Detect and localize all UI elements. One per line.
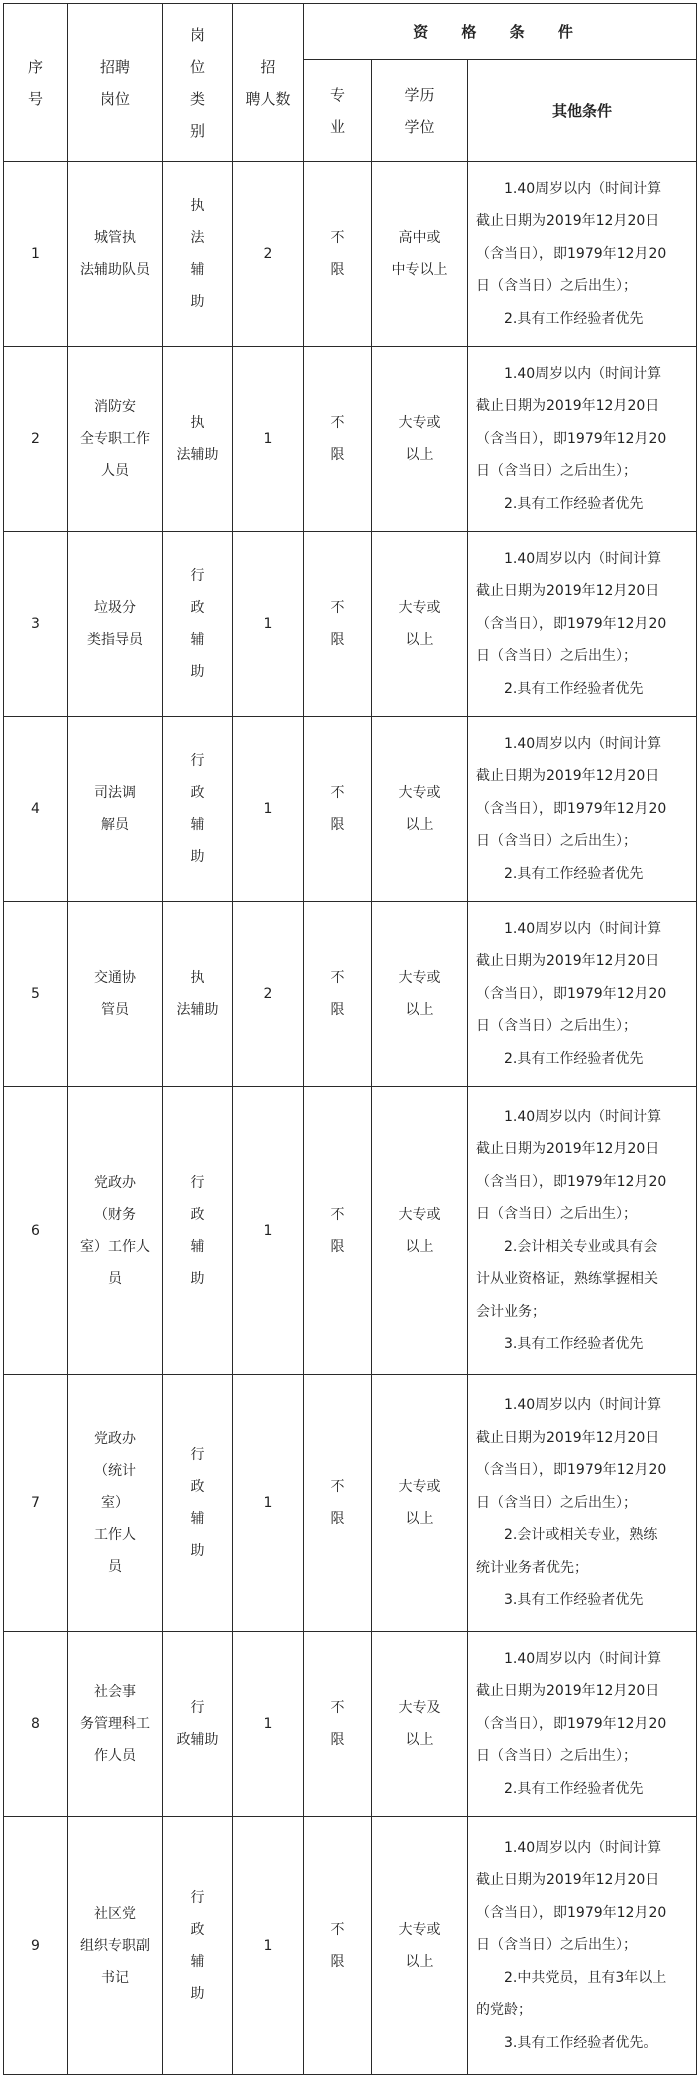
cell-category-line: 辅 <box>190 1953 205 1970</box>
cell-major <box>304 1632 372 1817</box>
cell-education <box>372 347 468 532</box>
cell-major-line: 不 <box>330 1700 345 1716</box>
cell-position-line: 务管理科工 <box>80 1716 150 1732</box>
cell-category <box>163 717 233 902</box>
cell-position <box>68 1375 163 1632</box>
cell-other-conditions-line: 日（含当日）之后出生）； <box>476 463 637 480</box>
cell-education-line: 大专或 <box>398 600 441 616</box>
cell-other-conditions-line: 1.40周岁以内（时间计算 <box>504 1108 662 1125</box>
cell-other-conditions-line: （含当日），即1979年12月20 <box>476 1462 667 1479</box>
cell-count: 2 <box>233 902 304 1087</box>
cell-other-conditions-line: 3.具有工作经验者优先 <box>504 1336 644 1352</box>
cell-count: 2 <box>233 162 304 347</box>
cell-education-line: 以上 <box>405 1238 434 1255</box>
cell-position <box>68 1632 163 1817</box>
cell-position <box>68 717 163 902</box>
cell-count: 1 <box>233 1087 304 1375</box>
cell-category-line: 行 <box>190 1889 205 1906</box>
cell-count: 1 <box>233 347 304 532</box>
cell-education-line: 大专或 <box>398 1206 441 1223</box>
cell-major-line: 限 <box>330 1002 345 1018</box>
cell-category-line: 法辅助 <box>176 1002 219 1018</box>
cell-position-line: 垃圾分 <box>94 600 136 616</box>
cell-other-conditions-line: 2.具有工作经验者优先 <box>504 865 644 882</box>
cell-education-line: 中专以上 <box>391 262 448 278</box>
cell-position-line: （财务 <box>94 1206 136 1223</box>
cell-position-line: 人员 <box>101 463 129 479</box>
cell-category <box>163 1817 233 2075</box>
cell-seq: 5 <box>4 902 68 1087</box>
cell-other-conditions-line: 日（含当日）之后出生）； <box>476 1937 637 1954</box>
cell-other-conditions-line: 截止日期为2019年12月20日 <box>476 1429 660 1446</box>
cell-education <box>372 1087 468 1375</box>
cell-education-line: 大专或 <box>398 1921 441 1938</box>
cell-position <box>68 1817 163 2075</box>
cell-other-conditions-line: 日（含当日）之后出生）； <box>476 1018 637 1035</box>
cell-education-line: 大专或 <box>398 785 441 801</box>
cell-major <box>304 162 372 347</box>
cell-other-conditions-line: 2.会计相关专业或具有会 <box>504 1238 658 1255</box>
header-seq: 序 号 <box>4 4 68 162</box>
cell-major <box>304 1087 372 1375</box>
cell-category-line: 法 <box>190 230 205 246</box>
cell-other-conditions-line: 2.具有工作经验者优先 <box>504 1050 644 1067</box>
table-row <box>4 1087 697 1375</box>
cell-seq: 1 <box>4 162 68 347</box>
cell-position-line: 室）工作人 <box>80 1238 150 1255</box>
cell-other-conditions-line: 计从业资格证，熟练掌握相关 <box>476 1271 658 1287</box>
cell-major-line: 不 <box>330 600 345 616</box>
cell-other-conditions-line: 会计业务； <box>476 1303 546 1320</box>
cell-category-line: 助 <box>190 1985 205 2002</box>
cell-category-line: 行 <box>190 753 205 769</box>
cell-count: 1 <box>233 1632 304 1817</box>
cell-count: 1 <box>233 1817 304 2075</box>
cell-major <box>304 532 372 717</box>
cell-position-line: 交通协 <box>94 970 136 986</box>
cell-major-line: 限 <box>330 817 345 833</box>
cell-category-line: 政 <box>190 1479 205 1495</box>
cell-category-line: 辅 <box>190 262 205 278</box>
cell-category-line: 辅 <box>190 1238 205 1255</box>
table-row <box>4 532 697 717</box>
cell-other-conditions-line: 2.具有工作经验者优先 <box>504 680 644 697</box>
cell-other-conditions-line: （含当日），即1979年12月20 <box>476 430 667 447</box>
cell-position-line: 全专职工作 <box>80 431 150 447</box>
cell-major-line: 限 <box>330 632 345 648</box>
cell-major-line: 不 <box>330 1479 345 1495</box>
cell-education <box>372 717 468 902</box>
cell-category-line: 助 <box>190 294 205 310</box>
cell-other-conditions-line: 截止日期为2019年12月20日 <box>476 213 660 230</box>
header-qualifications: 资 格 条 件 <box>304 4 697 60</box>
cell-category-line: 行 <box>190 1174 205 1191</box>
cell-other-conditions-line: 日（含当日）之后出生）； <box>476 1748 637 1765</box>
cell-education-line: 高中或 <box>398 230 441 246</box>
table-row <box>4 1375 697 1632</box>
cell-category-line: 执 <box>190 970 205 986</box>
cell-position-line: 社区党 <box>94 1905 136 1922</box>
cell-education-line: 以上 <box>405 447 434 463</box>
table-row <box>4 347 697 532</box>
cell-category-line: 执 <box>190 198 205 214</box>
cell-education <box>372 902 468 1087</box>
cell-other-conditions-line: 2.具有工作经验者优先 <box>504 1780 644 1797</box>
cell-category-line: 辅 <box>190 1511 205 1527</box>
cell-education <box>372 1632 468 1817</box>
header-category: 岗 位 类 别 <box>163 4 233 162</box>
table-row <box>4 162 697 347</box>
cell-other-conditions-line: 日（含当日）之后出生）； <box>476 278 637 295</box>
cell-education <box>372 1817 468 2075</box>
cell-other-conditions-line: 1.40周岁以内（时间计算 <box>504 1839 662 1856</box>
cell-other-conditions-line: 1.40周岁以内（时间计算 <box>504 735 662 752</box>
cell-category <box>163 902 233 1087</box>
cell-other-conditions <box>468 532 697 717</box>
cell-education-line: 以上 <box>405 1732 434 1748</box>
cell-position-line: 解员 <box>101 817 129 833</box>
table-row <box>4 902 697 1087</box>
cell-education-line: 大专或 <box>398 1479 441 1495</box>
cell-category-line: 行 <box>190 1447 205 1463</box>
cell-position-line: 类指导员 <box>87 632 143 648</box>
cell-position <box>68 902 163 1087</box>
cell-major <box>304 717 372 902</box>
header-other: 其他条件 <box>468 60 697 162</box>
cell-category <box>163 162 233 347</box>
cell-category-line: 政 <box>190 1206 205 1223</box>
table-body <box>4 162 697 2075</box>
cell-position-line: 工作人 <box>94 1527 136 1543</box>
cell-other-conditions <box>468 1375 697 1632</box>
cell-category-line: 助 <box>190 1543 205 1559</box>
cell-category-line: 法辅助 <box>176 447 219 463</box>
cell-position-line: 管员 <box>101 1002 129 1018</box>
cell-category <box>163 1375 233 1632</box>
cell-position-line: （统计 <box>94 1463 136 1479</box>
cell-major-line: 限 <box>330 1732 345 1748</box>
cell-other-conditions-line: 日（含当日）之后出生）； <box>476 1206 637 1222</box>
cell-major-line: 限 <box>330 1511 345 1527</box>
cell-major-line: 不 <box>330 230 345 246</box>
cell-major <box>304 1817 372 2075</box>
cell-position-line: 员 <box>108 1559 122 1575</box>
cell-other-conditions <box>468 1632 697 1817</box>
cell-other-conditions-line: 统计业务者优先； <box>476 1559 588 1576</box>
table-row <box>4 717 697 902</box>
cell-other-conditions-line: 截止日期为2019年12月20日 <box>476 1141 660 1157</box>
cell-major-line: 不 <box>330 785 345 801</box>
cell-other-conditions <box>468 162 697 347</box>
cell-other-conditions-line: 日（含当日）之后出生）； <box>476 1494 637 1511</box>
cell-category <box>163 1632 233 1817</box>
cell-position-line: 组织专职副 <box>80 1937 150 1954</box>
cell-education <box>372 162 468 347</box>
cell-seq: 3 <box>4 532 68 717</box>
cell-other-conditions-line: （含当日），即1979年12月20 <box>476 985 667 1002</box>
header-headcount: 招 聘人数 <box>233 4 304 162</box>
cell-seq: 2 <box>4 347 68 532</box>
header-education: 学历 学位 <box>372 60 468 162</box>
cell-category-line: 政辅助 <box>176 1732 219 1748</box>
cell-other-conditions-line: 1.40周岁以内（时间计算 <box>504 550 662 567</box>
cell-position-line: 司法调 <box>94 785 136 801</box>
cell-education-line: 大专及 <box>398 1700 441 1716</box>
table-row <box>4 1817 697 2075</box>
cell-position <box>68 532 163 717</box>
cell-count: 1 <box>233 532 304 717</box>
cell-education-line: 以上 <box>405 1953 434 1970</box>
cell-other-conditions-line: （含当日），即1979年12月20 <box>476 245 667 262</box>
cell-education-line: 大专或 <box>398 970 441 986</box>
cell-other-conditions-line: 3.具有工作经验者优先 <box>504 1592 644 1609</box>
cell-other-conditions-line: 1.40周岁以内（时间计算 <box>504 365 662 382</box>
cell-category <box>163 532 233 717</box>
cell-other-conditions-line: 日（含当日）之后出生）； <box>476 648 637 665</box>
cell-other-conditions-line: 2.具有工作经验者优先 <box>504 310 644 327</box>
cell-category-line: 政 <box>190 785 205 801</box>
cell-seq: 4 <box>4 717 68 902</box>
cell-major-line: 限 <box>330 1238 345 1255</box>
cell-other-conditions-line: 截止日期为2019年12月20日 <box>476 1872 660 1889</box>
cell-other-conditions-line: 截止日期为2019年12月20日 <box>476 1683 660 1700</box>
cell-education-line: 以上 <box>405 632 434 648</box>
cell-other-conditions-line: 截止日期为2019年12月20日 <box>476 583 660 600</box>
cell-major-line: 不 <box>330 970 345 986</box>
cell-position <box>68 162 163 347</box>
cell-other-conditions-line: 的党龄； <box>476 2002 532 2019</box>
cell-major-line: 限 <box>330 1953 345 1970</box>
cell-other-conditions <box>468 347 697 532</box>
header-major: 专 业 <box>304 60 372 162</box>
cell-position-line: 党政办 <box>94 1431 136 1447</box>
cell-position-line: 党政办 <box>94 1174 136 1191</box>
cell-other-conditions-line: （含当日），即1979年12月20 <box>476 1904 667 1921</box>
cell-other-conditions-line: 3.具有工作经验者优先。 <box>504 2034 658 2051</box>
cell-position-line: 法辅助队员 <box>80 262 150 278</box>
cell-category <box>163 1087 233 1375</box>
table-row <box>4 1632 697 1817</box>
cell-category-line: 执 <box>190 415 205 431</box>
cell-major-line: 限 <box>330 447 345 463</box>
cell-category-line: 助 <box>190 1270 205 1287</box>
cell-position-line: 员 <box>108 1270 122 1287</box>
cell-seq: 9 <box>4 1817 68 2075</box>
cell-seq: 7 <box>4 1375 68 1632</box>
cell-other-conditions-line: 日（含当日）之后出生）； <box>476 833 637 850</box>
cell-education-line: 以上 <box>405 1002 434 1018</box>
cell-other-conditions-line: 1.40周岁以内（时间计算 <box>504 920 662 937</box>
cell-position-line: 书记 <box>101 1969 129 1986</box>
cell-other-conditions <box>468 717 697 902</box>
cell-category-line: 政 <box>190 1921 205 1938</box>
cell-major-line: 不 <box>330 1921 345 1938</box>
cell-position <box>68 1087 163 1375</box>
cell-other-conditions <box>468 902 697 1087</box>
cell-other-conditions-line: 2.会计或相关专业，熟练 <box>504 1527 658 1544</box>
cell-other-conditions-line: 截止日期为2019年12月20日 <box>476 768 660 785</box>
cell-other-conditions <box>468 1087 697 1375</box>
cell-category-line: 行 <box>190 568 205 584</box>
cell-position-line: 社会事 <box>94 1684 136 1700</box>
cell-major-line: 不 <box>330 415 345 431</box>
cell-other-conditions-line: 1.40周岁以内（时间计算 <box>504 180 662 197</box>
cell-category-line: 助 <box>190 849 205 865</box>
cell-other-conditions-line: 2.中共党员，且有3年以上 <box>504 1969 667 1986</box>
cell-count: 1 <box>233 717 304 902</box>
recruitment-table <box>3 3 697 2075</box>
cell-education <box>372 532 468 717</box>
cell-count: 1 <box>233 1375 304 1632</box>
cell-position-line: 城管执 <box>94 230 136 246</box>
cell-other-conditions-line: 2.具有工作经验者优先 <box>504 495 644 512</box>
cell-other-conditions-line: （含当日），即1979年12月20 <box>476 615 667 632</box>
cell-category-line: 辅 <box>190 817 205 833</box>
cell-education-line: 以上 <box>405 1511 434 1527</box>
cell-major <box>304 902 372 1087</box>
cell-category-line: 辅 <box>190 632 205 648</box>
cell-major-line: 限 <box>330 262 345 278</box>
cell-other-conditions-line: 1.40周岁以内（时间计算 <box>504 1397 662 1414</box>
header-position: 招聘 岗位 <box>68 4 163 162</box>
cell-other-conditions-line: （含当日），即1979年12月20 <box>476 1715 667 1732</box>
cell-education <box>372 1375 468 1632</box>
cell-other-conditions <box>468 1817 697 2075</box>
cell-major <box>304 347 372 532</box>
table-header <box>4 4 697 162</box>
cell-other-conditions-line: 1.40周岁以内（时间计算 <box>504 1650 662 1667</box>
cell-category-line: 政 <box>190 600 205 616</box>
cell-major-line: 不 <box>330 1206 345 1223</box>
cell-category-line: 行 <box>190 1700 205 1716</box>
cell-major <box>304 1375 372 1632</box>
cell-other-conditions-line: 截止日期为2019年12月20日 <box>476 398 660 415</box>
cell-seq: 6 <box>4 1087 68 1375</box>
cell-seq: 8 <box>4 1632 68 1817</box>
cell-position-line: 作人员 <box>94 1748 136 1764</box>
cell-education-line: 大专或 <box>398 415 441 431</box>
cell-other-conditions-line: （含当日），即1979年12月20 <box>476 1173 667 1190</box>
cell-education-line: 以上 <box>405 817 434 833</box>
cell-position-line: 消防安 <box>94 399 136 415</box>
cell-position-line: 室） <box>101 1495 129 1511</box>
cell-position <box>68 347 163 532</box>
cell-category-line: 助 <box>190 664 205 680</box>
cell-other-conditions-line: 截止日期为2019年12月20日 <box>476 953 660 970</box>
cell-category <box>163 347 233 532</box>
cell-other-conditions-line: （含当日），即1979年12月20 <box>476 800 667 817</box>
